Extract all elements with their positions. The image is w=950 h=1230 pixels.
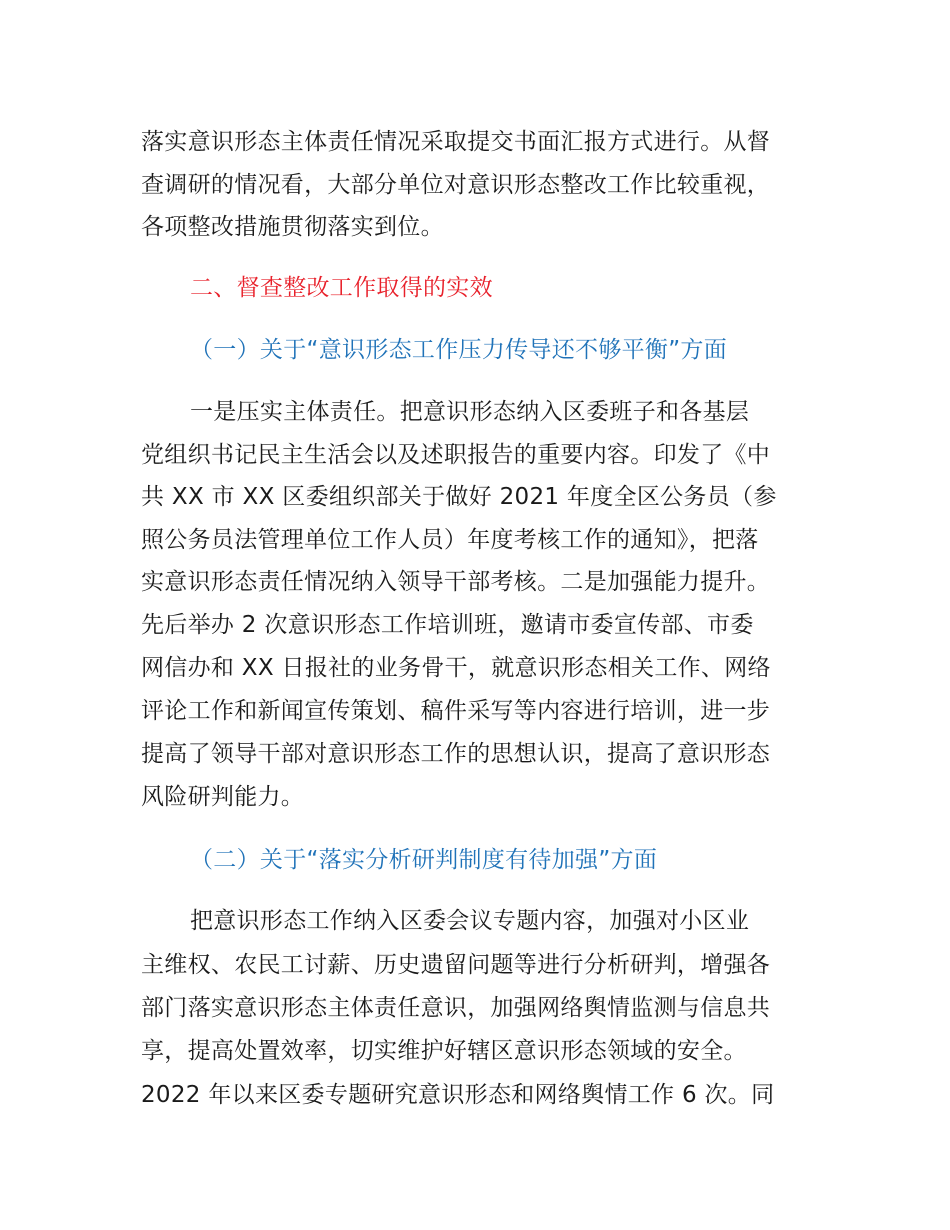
section-heading: 二、督查整改工作取得的实效 <box>190 275 493 301</box>
paragraph-2-line-10: 风险研判能力。 <box>141 784 305 810</box>
paragraph-1-line-1: 落实意识形态主体责任情况采取提交书面汇报方式进行。从督 <box>141 129 771 155</box>
paragraph-2-line-9: 提高了领导干部对意识形态工作的思想认识，提高了意识形态 <box>141 741 771 767</box>
paragraph-3-line-3: 部门落实意识形态主体责任意识，加强网络舆情监测与信息共 <box>141 995 771 1021</box>
paragraph-2-line-3: 共 XX 市 XX 区委组织部关于做好 2021 年度全区公务员（参 <box>141 484 777 510</box>
paragraph-2-line-1: 一是压实主体责任。把意识形态纳入区委班子和各基层 <box>190 399 750 425</box>
paragraph-2-line-4: 照公务员法管理单位工作人员）年度考核工作的通知》，把落 <box>141 527 759 553</box>
subheading-1: （一）关于“意识形态工作压力传导还不够平衡”方面 <box>190 337 728 363</box>
paragraph-1-line-3: 各项整改措施贯彻落实到位。 <box>141 214 444 240</box>
paragraph-2-line-7: 网信办和 XX 日报社的业务骨干，就意识形态相关工作、网络 <box>141 655 771 681</box>
paragraph-2-line-6: 先后举办 2 次意识形态工作培训班，邀请市委宣传部、市委 <box>141 612 754 638</box>
paragraph-2-line-5: 实意识形态责任情况纳入领导干部考核。二是加强能力提升。 <box>141 569 771 595</box>
paragraph-2-line-2: 党组织书记民主生活会以及述职报告的重要内容。印发了《中 <box>141 442 771 468</box>
subheading-2: （二）关于“落实分析研判制度有待加强”方面 <box>190 847 658 873</box>
paragraph-3-line-5: 2022 年以来区委专题研究意识形态和网络舆情工作 6 次。同 <box>141 1082 775 1108</box>
paragraph-3-line-2: 主维权、农民工讨薪、历史遗留问题等进行分析研判，增强各 <box>141 952 771 978</box>
paragraph-3-line-4: 享，提高处置效率，切实维护好辖区意识形态领域的安全。 <box>141 1038 747 1064</box>
paragraph-3-line-1: 把意识形态工作纳入区委会议专题内容，加强对小区业 <box>190 908 750 934</box>
paragraph-2-line-8: 评论工作和新闻宣传策划、稿件采写等内容进行培训，进一步 <box>141 698 771 724</box>
paragraph-1-line-2: 查调研的情况看，大部分单位对意识形态整改工作比较重视， <box>141 172 771 198</box>
